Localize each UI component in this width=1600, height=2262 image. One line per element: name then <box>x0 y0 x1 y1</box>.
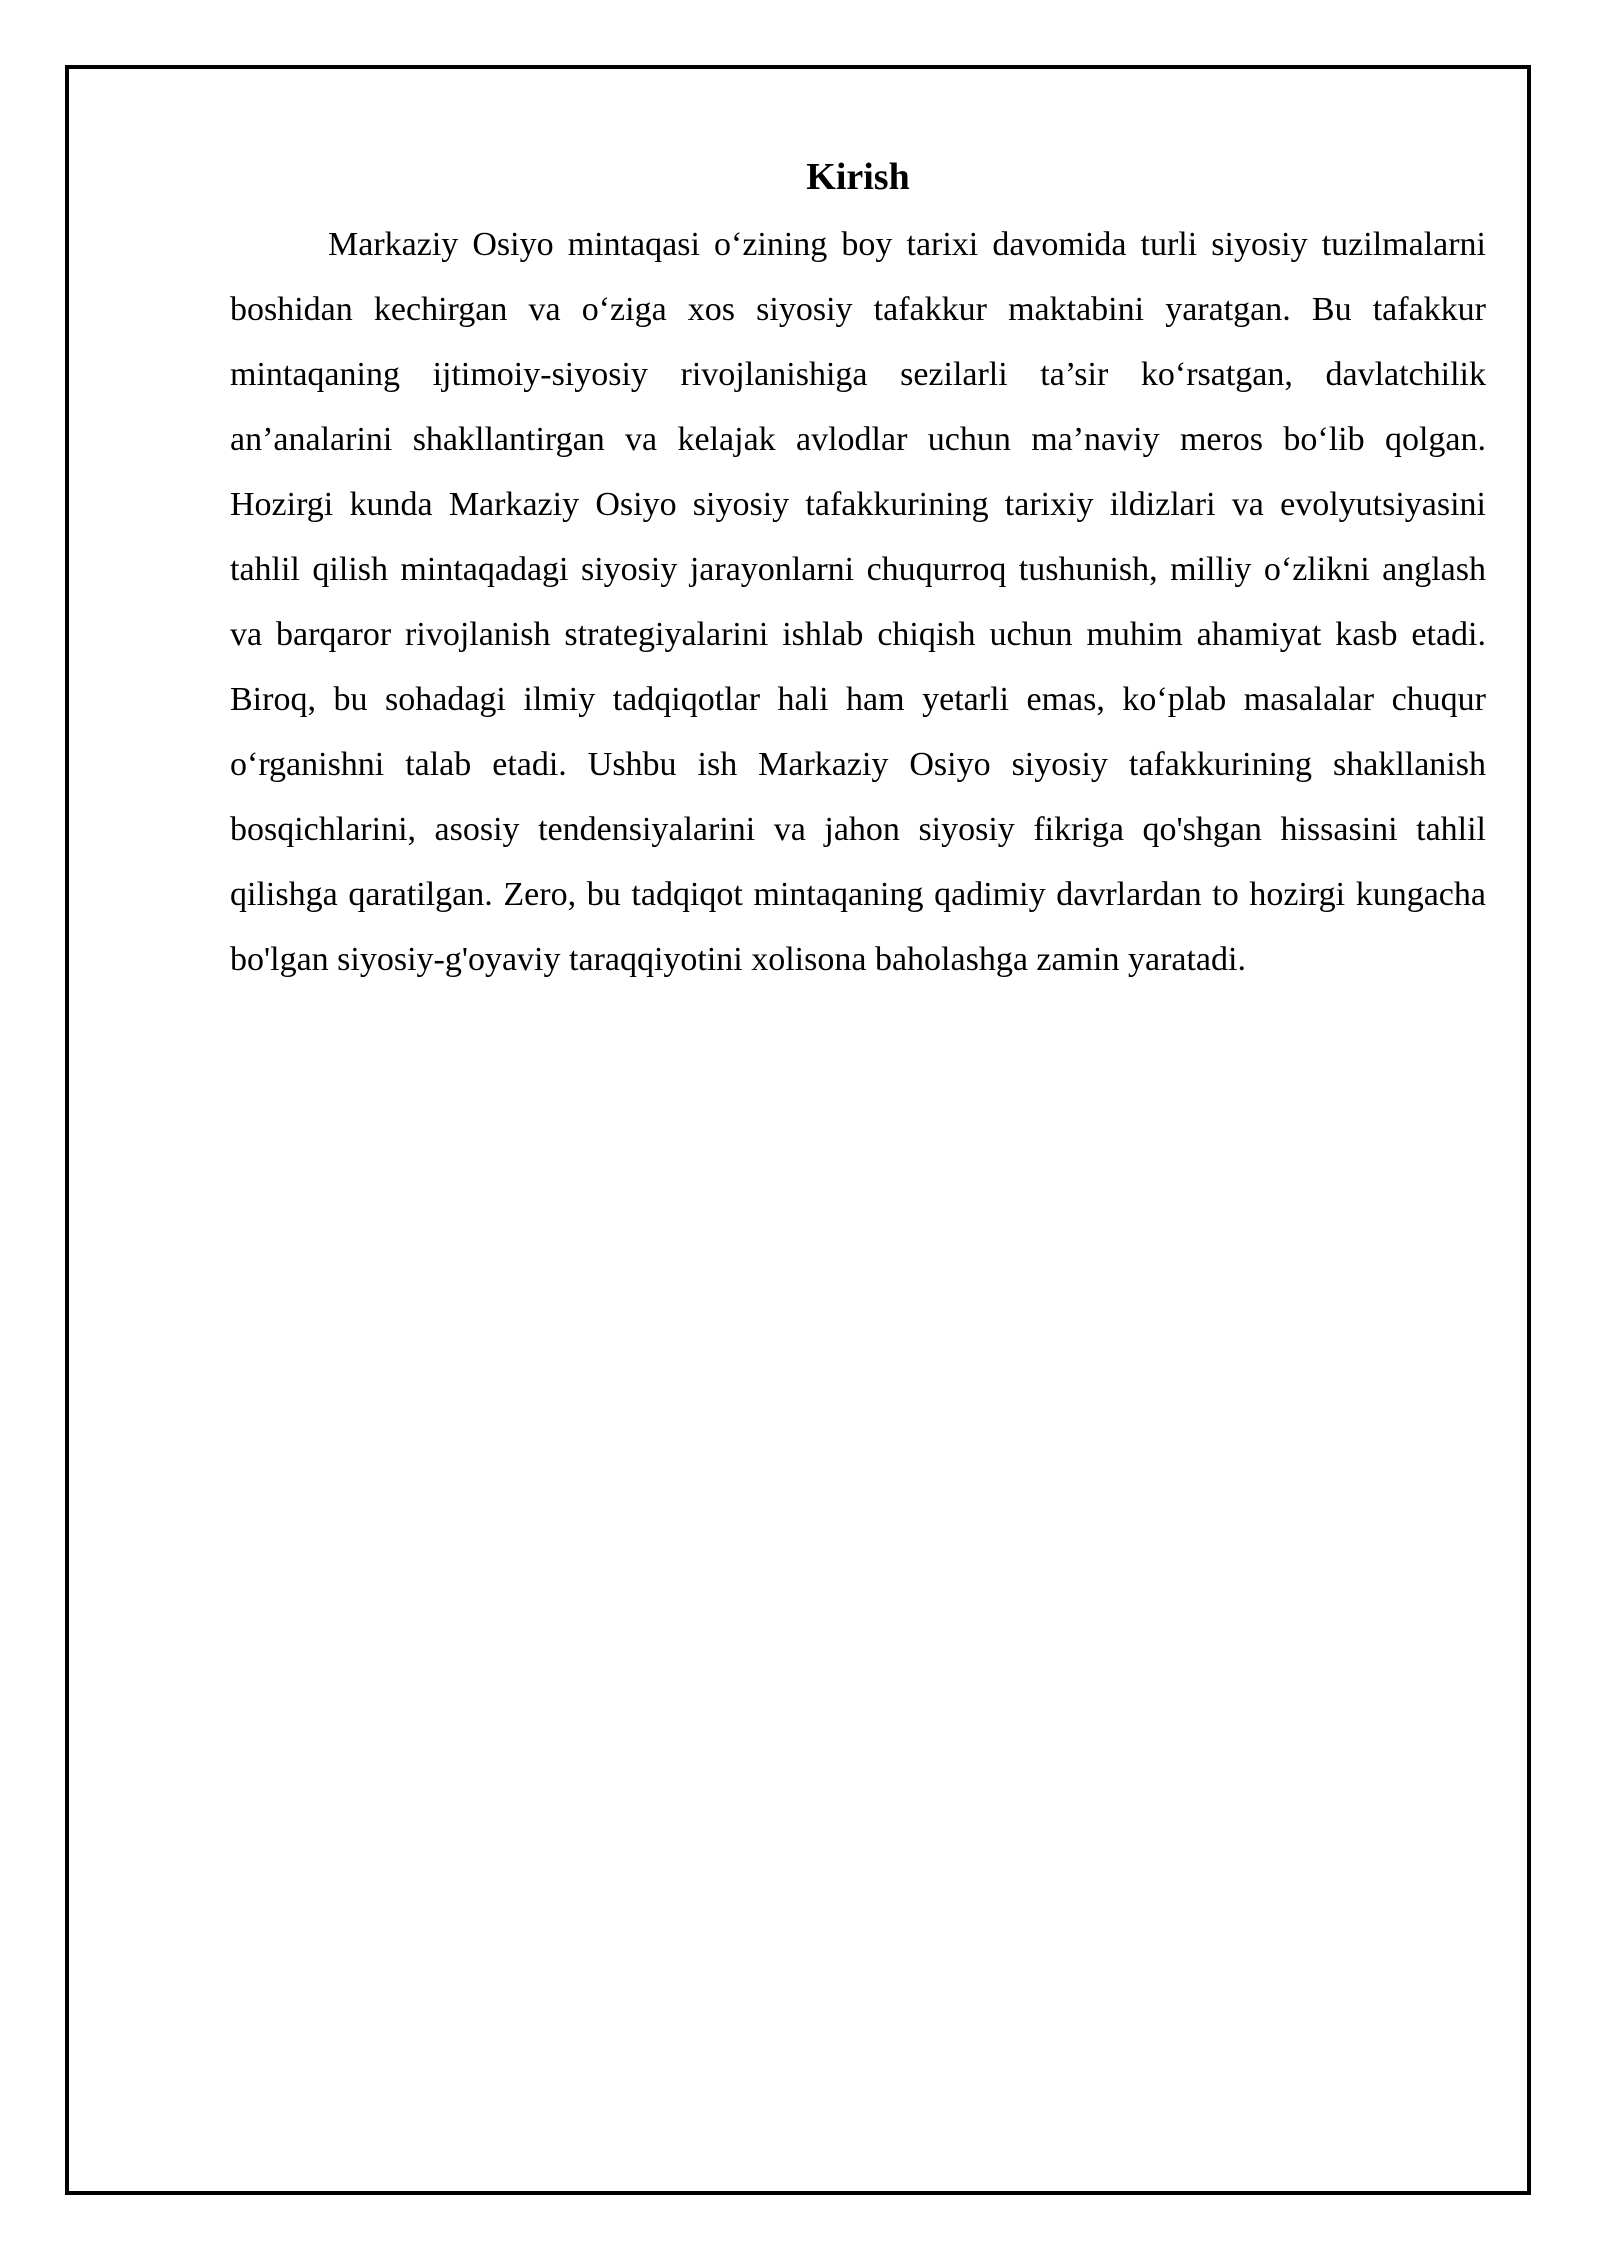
section-heading: Kirish <box>806 156 910 198</box>
document-content <box>230 150 1486 992</box>
body-paragraph: Markaziy Osiyo mintaqasi o‘zining boy tarixi davomida turli siyosiy tuzilmalarni boshidan kechirgan va o‘ziga xos siyosiy tafakkur maktabini yaratgan. Bu tafakkur mintaqaning ijtimoiy-siyosiy rivojlanishiga sezilarli ta’sir ko‘rsatgan, davlatchilik an’analarini shakllantirgan va kelajak avlodlar uchun ma’naviy meros bo‘lib qolgan. Hozirgi kunda Markaziy Osiyo siyosiy tafakkurining tarixiy ildizlari va evolyutsiyasini tahlil qilish mintaqadagi siyosiy jarayonlarni chuqurroq tushunish, milliy o‘zlikni anglash va barqaror rivojlanish strategiyalarini ishlab chiqish uchun muhim ahamiyat kasb etadi. Biroq, bu sohadagi ilmiy tadqiqotlar hali ham yetarli emas, ko‘plab masalalar chuqur o‘rganishni talab etadi. Ushbu ish Markaziy Osiyo siyosiy tafakkurining shakllanish bosqichlarini, asosiy tendensiyalarini va jahon siyosiy fikriga qo'shgan hissasini tahlil qilishga qaratilgan. Zero, bu tadqiqot mintaqaning qadimiy davrlardan to hozirgi kungacha bo'lgan siyosiy-g'oyaviy taraqqiyotini xolisona baholashga zamin yaratadi. <box>230 226 1486 978</box>
